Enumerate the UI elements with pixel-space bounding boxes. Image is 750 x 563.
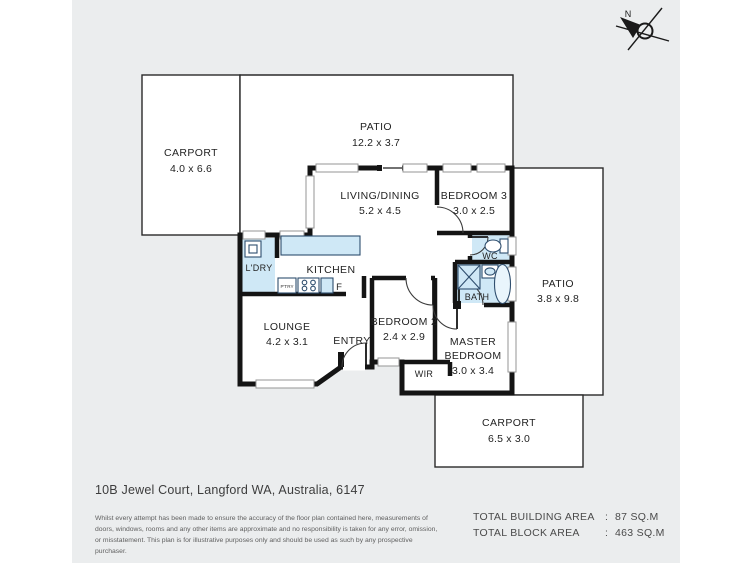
north-label: N bbox=[624, 9, 632, 19]
carport2-area bbox=[435, 395, 583, 467]
room-dims-carport2: 6.5 x 3.0 bbox=[487, 433, 531, 445]
stove-icon bbox=[298, 278, 319, 293]
room-label-carport2: CARPORT bbox=[482, 417, 536, 429]
window bbox=[403, 164, 427, 172]
room-master bbox=[444, 336, 501, 377]
window bbox=[378, 358, 399, 366]
room-label-carport1: CARPORT bbox=[164, 147, 218, 159]
room-label-master-1: MASTER bbox=[449, 336, 497, 348]
window bbox=[316, 164, 358, 172]
sliding-door-stop bbox=[377, 165, 382, 171]
laundry-trough-icon bbox=[245, 241, 261, 257]
room-dims-patio1: 12.2 x 3.7 bbox=[351, 137, 401, 149]
room-dims-master: 3.0 x 3.4 bbox=[451, 365, 495, 377]
property-address: 10B Jewel Court, Langford WA, Australia, 6147 bbox=[95, 483, 365, 497]
room-label-ldry: L'DRY bbox=[245, 263, 273, 273]
total-building-area-row: TOTAL BUILDING AREA : 87 SQ.M bbox=[473, 511, 659, 523]
room-dims-lounge: 4.2 x 3.1 bbox=[265, 336, 309, 348]
room-dims-carport1: 4.0 x 6.6 bbox=[169, 163, 213, 175]
room-label-living: LIVING/DINING bbox=[340, 190, 420, 202]
area-totals bbox=[473, 511, 665, 543]
kitchen-bench bbox=[321, 278, 333, 293]
room-label-master-2: BEDROOM bbox=[444, 350, 502, 362]
window bbox=[477, 164, 505, 172]
room-label-fridge: F bbox=[336, 282, 342, 293]
room-label-wc: WC bbox=[482, 251, 498, 261]
room-dims-living: 5.2 x 4.5 bbox=[358, 205, 402, 217]
bathtub-icon bbox=[495, 265, 511, 304]
window bbox=[443, 164, 471, 172]
total-block-area-row: TOTAL BLOCK AREA : 463 SQ.M bbox=[473, 527, 665, 539]
window bbox=[243, 231, 265, 239]
disclaimer-text: Whilst every attempt has been made to ensure the accuracy of the floor plan contained here, measurements of doors, windows, rooms and any other items are approximate and no responsibility is taken for any error, omission, or misstatement. This plan is for illustrative purposes only and should be used as such by any prospective purchaser. bbox=[95, 515, 438, 555]
total-block-area-value: 463 SQ.M bbox=[615, 527, 665, 539]
room-label-kitchen: KITCHEN bbox=[306, 264, 356, 276]
room-label-bath: BATH bbox=[464, 292, 490, 302]
total-building-area-label: TOTAL BUILDING AREA bbox=[473, 511, 595, 523]
room-dims-patio2: 3.8 x 9.8 bbox=[536, 293, 580, 305]
total-building-area-value: 87 SQ.M bbox=[615, 511, 659, 523]
room-label-patio2: PATIO bbox=[542, 278, 574, 290]
window bbox=[508, 322, 516, 372]
room-label-bedroom3: BEDROOM 3 bbox=[440, 190, 508, 202]
room-label-wir: WIR bbox=[414, 369, 434, 379]
room-label-entry: ENTRY bbox=[333, 335, 371, 347]
room-dims-bedroom3: 3.0 x 2.5 bbox=[452, 205, 496, 217]
window bbox=[306, 176, 314, 228]
kitchen-counter bbox=[281, 236, 360, 255]
room-dims-bedroom2: 2.4 x 2.9 bbox=[382, 331, 426, 343]
window bbox=[256, 380, 314, 388]
room-label-patio1: PATIO bbox=[360, 121, 392, 133]
room-label-bedroom2: BEDROOM 2 bbox=[370, 316, 438, 328]
room-label-lounge: LOUNGE bbox=[263, 321, 311, 333]
room-label-pantry: P'TRY bbox=[280, 284, 294, 289]
vanity-basin bbox=[485, 268, 495, 275]
window bbox=[508, 237, 516, 255]
total-block-area-label: TOTAL BLOCK AREA bbox=[473, 527, 580, 539]
